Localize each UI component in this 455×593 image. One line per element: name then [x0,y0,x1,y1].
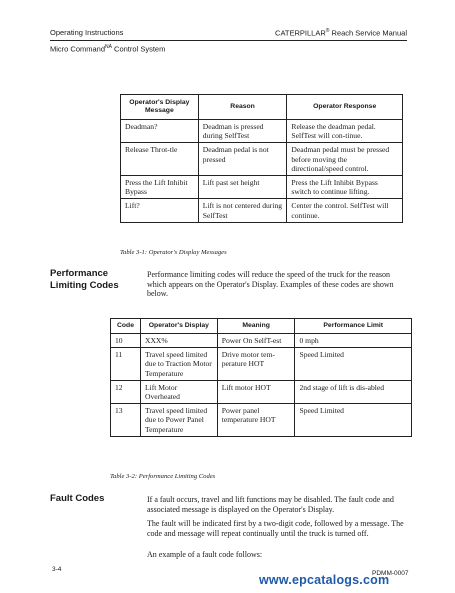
column-header: Reason [198,95,287,120]
table-cell: Deadman? [121,120,199,143]
registered-mark: ® [325,28,330,34]
table-cell: XXX% [140,334,217,348]
table-cell: Deadman pedal must be pressed before moving the directional/speed control. [287,143,403,176]
header-left: Operating Instructions [50,28,124,37]
column-header: Performance Limit [295,319,412,334]
table-cell: 11 [111,348,141,381]
header-rule [50,40,407,41]
table-cell: 13 [111,404,141,437]
operator-display-messages-table [120,94,403,223]
table-cell: Lift? [121,199,199,222]
table-cell: Travel speed limited due to Traction Motor Temperature [140,348,217,381]
document-number: PDMM-0007 [372,570,409,577]
table-cell: Drive motor tem-perature HOT [217,348,295,381]
table-header-row [111,319,412,334]
table-cell: Deadman pedal is not pressed [198,143,287,176]
table-row [121,120,403,143]
fault-paragraph-1: If a fault occurs, travel and lift functions may be disabled. The fault code and associated message is displayed on the Operator's Display. [147,495,394,514]
table-cell: 10 [111,334,141,348]
section-title-fault-codes: Fault Codes [50,493,105,504]
performance-paragraph: Performance limiting codes will reduce the speed of the truck for the reason which appears on the Operator's Display. Examples of these codes are shown below. [147,270,394,299]
table-cell: 12 [111,380,141,403]
table-row [111,380,412,403]
table-cell: 0 mph [295,334,412,348]
table-row [121,176,403,199]
fault-paragraph-2: The fault will be indicated first by a two-digit code, followed by a message. The code and message will repeat continually until the truck is turned off. [147,519,404,538]
table-cell: Press the Lift Inhibit Bypass [121,176,199,199]
table-row [111,404,412,437]
table-cell: Travel speed limited due to Power Panel Temperature [140,404,217,437]
table-cell: Lift is not centered during SelfTest [198,199,287,222]
page-number: 3-4 [52,566,62,573]
table-row [121,199,403,222]
table-cell: Lift motor HOT [217,380,295,403]
table-caption: Table 3-1: Operator's Display Messages [120,249,227,256]
header-right [275,28,407,38]
table-cell: Center the control. SelfTest will continue. [287,199,403,222]
header-manual-title: Reach Service Manual [329,28,407,38]
table-row [121,143,403,176]
table-cell: Release Throt-tle [121,143,199,176]
column-header: Operator Response [287,95,403,120]
na-mark: NA [105,44,112,50]
column-header: Meaning [217,319,295,334]
header-subtitle: Micro Command$^{NA}$ Control System [50,44,166,54]
column-header: Operator's Display [140,319,217,334]
table-cell: Lift past set height [198,176,287,199]
column-header: Operator's Display Message [121,95,199,120]
header-brand: CATERPILLAR [275,28,326,38]
table-cell: Release the deadman pedal. SelfTest will con-tinue. [287,120,403,143]
table-cell: Speed Limited [295,404,412,437]
table-cell: 2nd stage of lift is dis-abled [295,380,412,403]
fault-paragraph-3: An example of a fault code follows: [147,550,263,559]
watermark: www.epcatalogs.com [259,573,390,587]
table-cell: Power On SelfT-est [217,334,295,348]
table-cell: Press the Lift Inhibit Bypass switch to continue lifting. [287,176,403,199]
table-header-row [121,95,403,120]
table-cell: Lift Motor Overheated [140,380,217,403]
table-caption: Table 3-2: Performance Limiting Codes [110,473,216,480]
column-header: Code [111,319,141,334]
section-title-performance: Performance Limiting Codes [50,268,119,291]
table-cell: Speed Limited [295,348,412,381]
performance-limiting-codes-table [110,318,412,437]
table-cell: Power panel temperature HOT [217,404,295,437]
table-row [111,348,412,381]
table-cell: Deadman is pressed during SelfTest [198,120,287,143]
table-row [111,334,412,348]
